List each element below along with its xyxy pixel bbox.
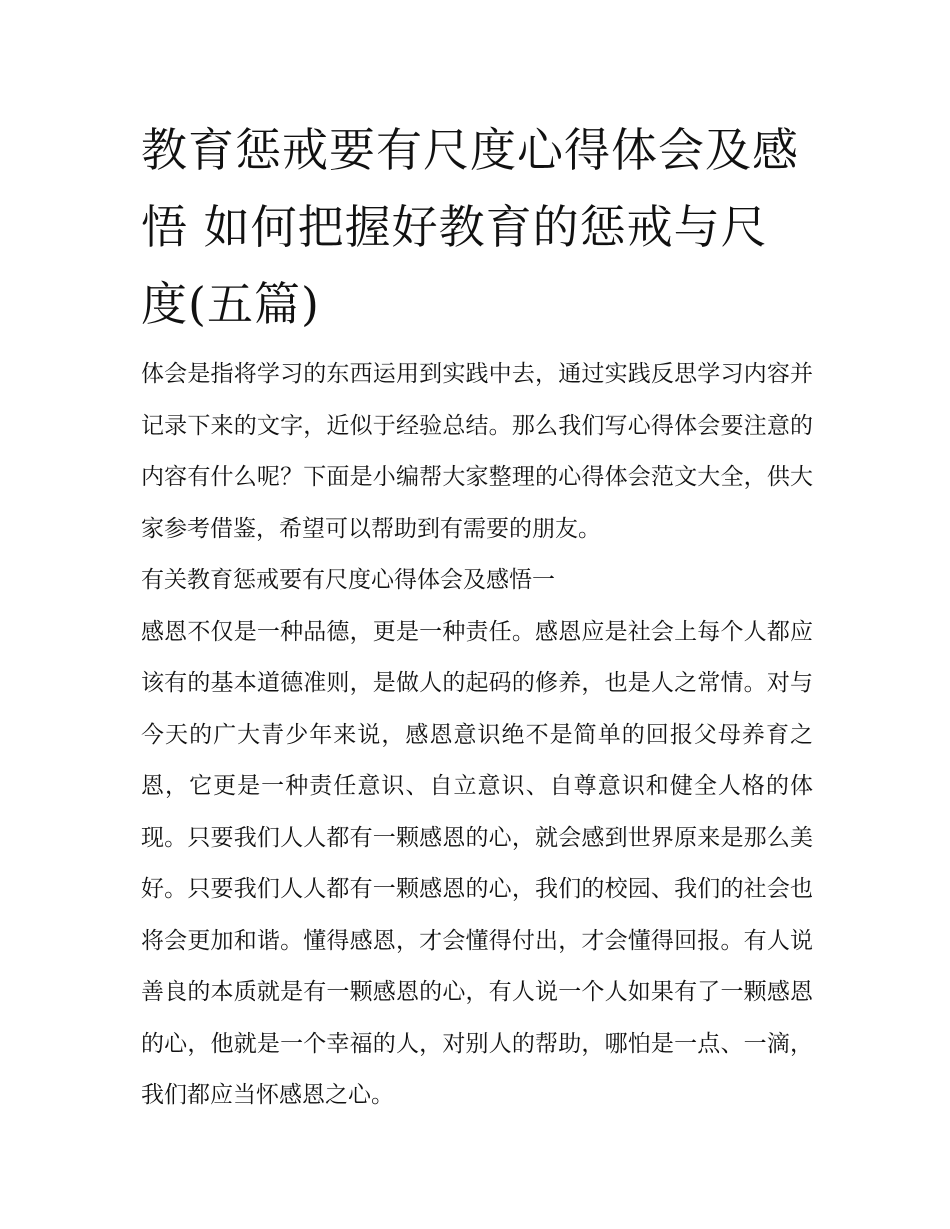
document-title: 教育惩戒要有尺度心得体会及感悟 如何把握好教育的惩戒与尺度(五篇) bbox=[141, 123, 799, 331]
body-paragraph: 感恩不仅是一种品德，更是一种责任。感恩应是社会上每个人都应该有的基本道德准则，是做人的起码的修养，也是人之常情。对与今天的广大青少年来说，感恩意识绝不是简单的回报父母养育之恩，它更是一种责任意识、自立意识、自尊意识和健全人格的体现。只要我们人人都有一颗感恩的心，就会感到世界原来是那么美好。只要我们人人都有一颗感恩的心，我们的校园、我们的社会也将会更加和谐。懂得感恩，才会懂得付出，才会懂得回报。有人说善良的本质就是有一颗感恩的心，有人说一个人如果有了一颗感恩的心，他就是一个幸福的人，对别人的帮助，哪怕是一点、一滴，我们都应当怀感恩之心。 bbox=[141, 618, 813, 1108]
section-heading: 有关教育惩戒要有尺度心得体会及感悟一 bbox=[141, 567, 555, 593]
intro-paragraph: 体会是指将学习的东西运用到实践中去，通过实践反思学习内容并记录下来的文字，近似于经验总结。那么我们写心得体会要注意的内容有什么呢？下面是小编帮大家整理的心得体会范文大全，供大家参考借鉴，希望可以帮助到有需要的朋友。 bbox=[141, 361, 813, 542]
document-content bbox=[141, 112, 813, 1122]
